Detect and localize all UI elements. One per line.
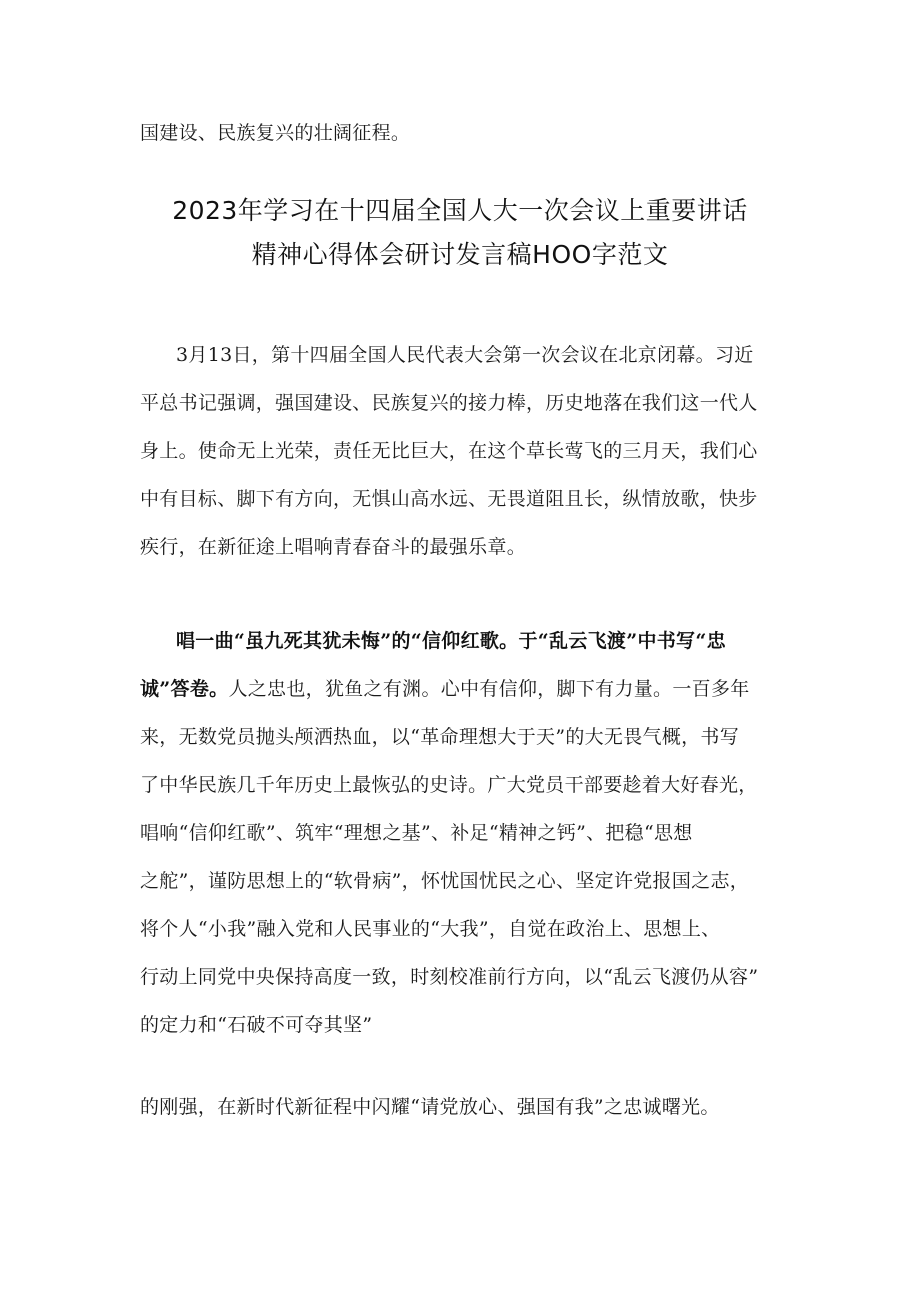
paragraph-2-line-8: 行动上同党中央保持高度一致，时刻校准前行方向，以“乱云飞渡仍从容” [140,966,759,988]
paragraph-2-line-7: 将个人“小我”融入党和人民事业的“大我”，自觉在政治上、思想上、 [140,918,721,940]
paragraph-3-line-1: 的刚强，在新时代新征程中闪耀“请党放心、强国有我”之忠诚曙光。 [140,1096,720,1118]
paragraph-2-line-4: 了中华民族几千年历史上最恢弘的史诗。广大党员干部要趁着大好春光， [140,774,758,796]
paragraph-1-line-1: 3月13日，第十四届全国人民代表大会第一次会议在北京闭幕。习近 [176,344,754,366]
paragraph-2-heading-end: 诚”答卷。 [140,678,229,700]
paragraph-2-line-5: 唱响“信仰红歌”、筑牢“理想之基”、补足“精神之钙”、把稳“思想 [140,822,693,844]
paragraph-2-line-2 [140,677,800,701]
paragraph-1-line-3: 身上。使命无上光荣，责任无比巨大，在这个草长莺飞的三月天，我们心 [140,440,758,462]
paragraph-1-line-4: 中有目标、脚下有方向，无惧山高水远、无畏道阻且长，纵情放歌，快步 [140,488,758,510]
title-line-1: 2023年学习在十四届全国人大一次会议上重要讲话 [172,196,748,225]
continuation-text: 国建设、民族复兴的壮阔征程。 [140,122,411,144]
paragraph-1-line-5: 疾行，在新征途上唱响青春奋斗的最强乐章。 [140,536,527,558]
paragraph-2-line-2-text: 人之忠也，犹鱼之有渊。心中有信仰，脚下有力量。一百多年 [228,678,750,700]
paragraph-2-line-9: 的定力和“石破不可夺其坚” [140,1014,373,1036]
paragraph-2-line-6: 之舵”，谨防思想上的“软骨病”，怀忧国忧民之心、坚定许党报国之志， [140,870,750,892]
title-line-2: 精神心得体会研讨发言稿HOO字范文 [251,240,669,269]
paragraph-2-line-3: 来，无数党员抛头颅洒热血，以“革命理想大于天”的大无畏气概，书写 [140,726,740,748]
paragraph-2-heading-line-1: 唱一曲“虽九死其犹未悔”的“信仰红歌。于“乱云飞渡”中书写“忠 [176,630,726,652]
paragraph-1-line-2: 平总书记强调，强国建设、民族复兴的接力棒，历史地落在我们这一代人 [140,392,758,414]
